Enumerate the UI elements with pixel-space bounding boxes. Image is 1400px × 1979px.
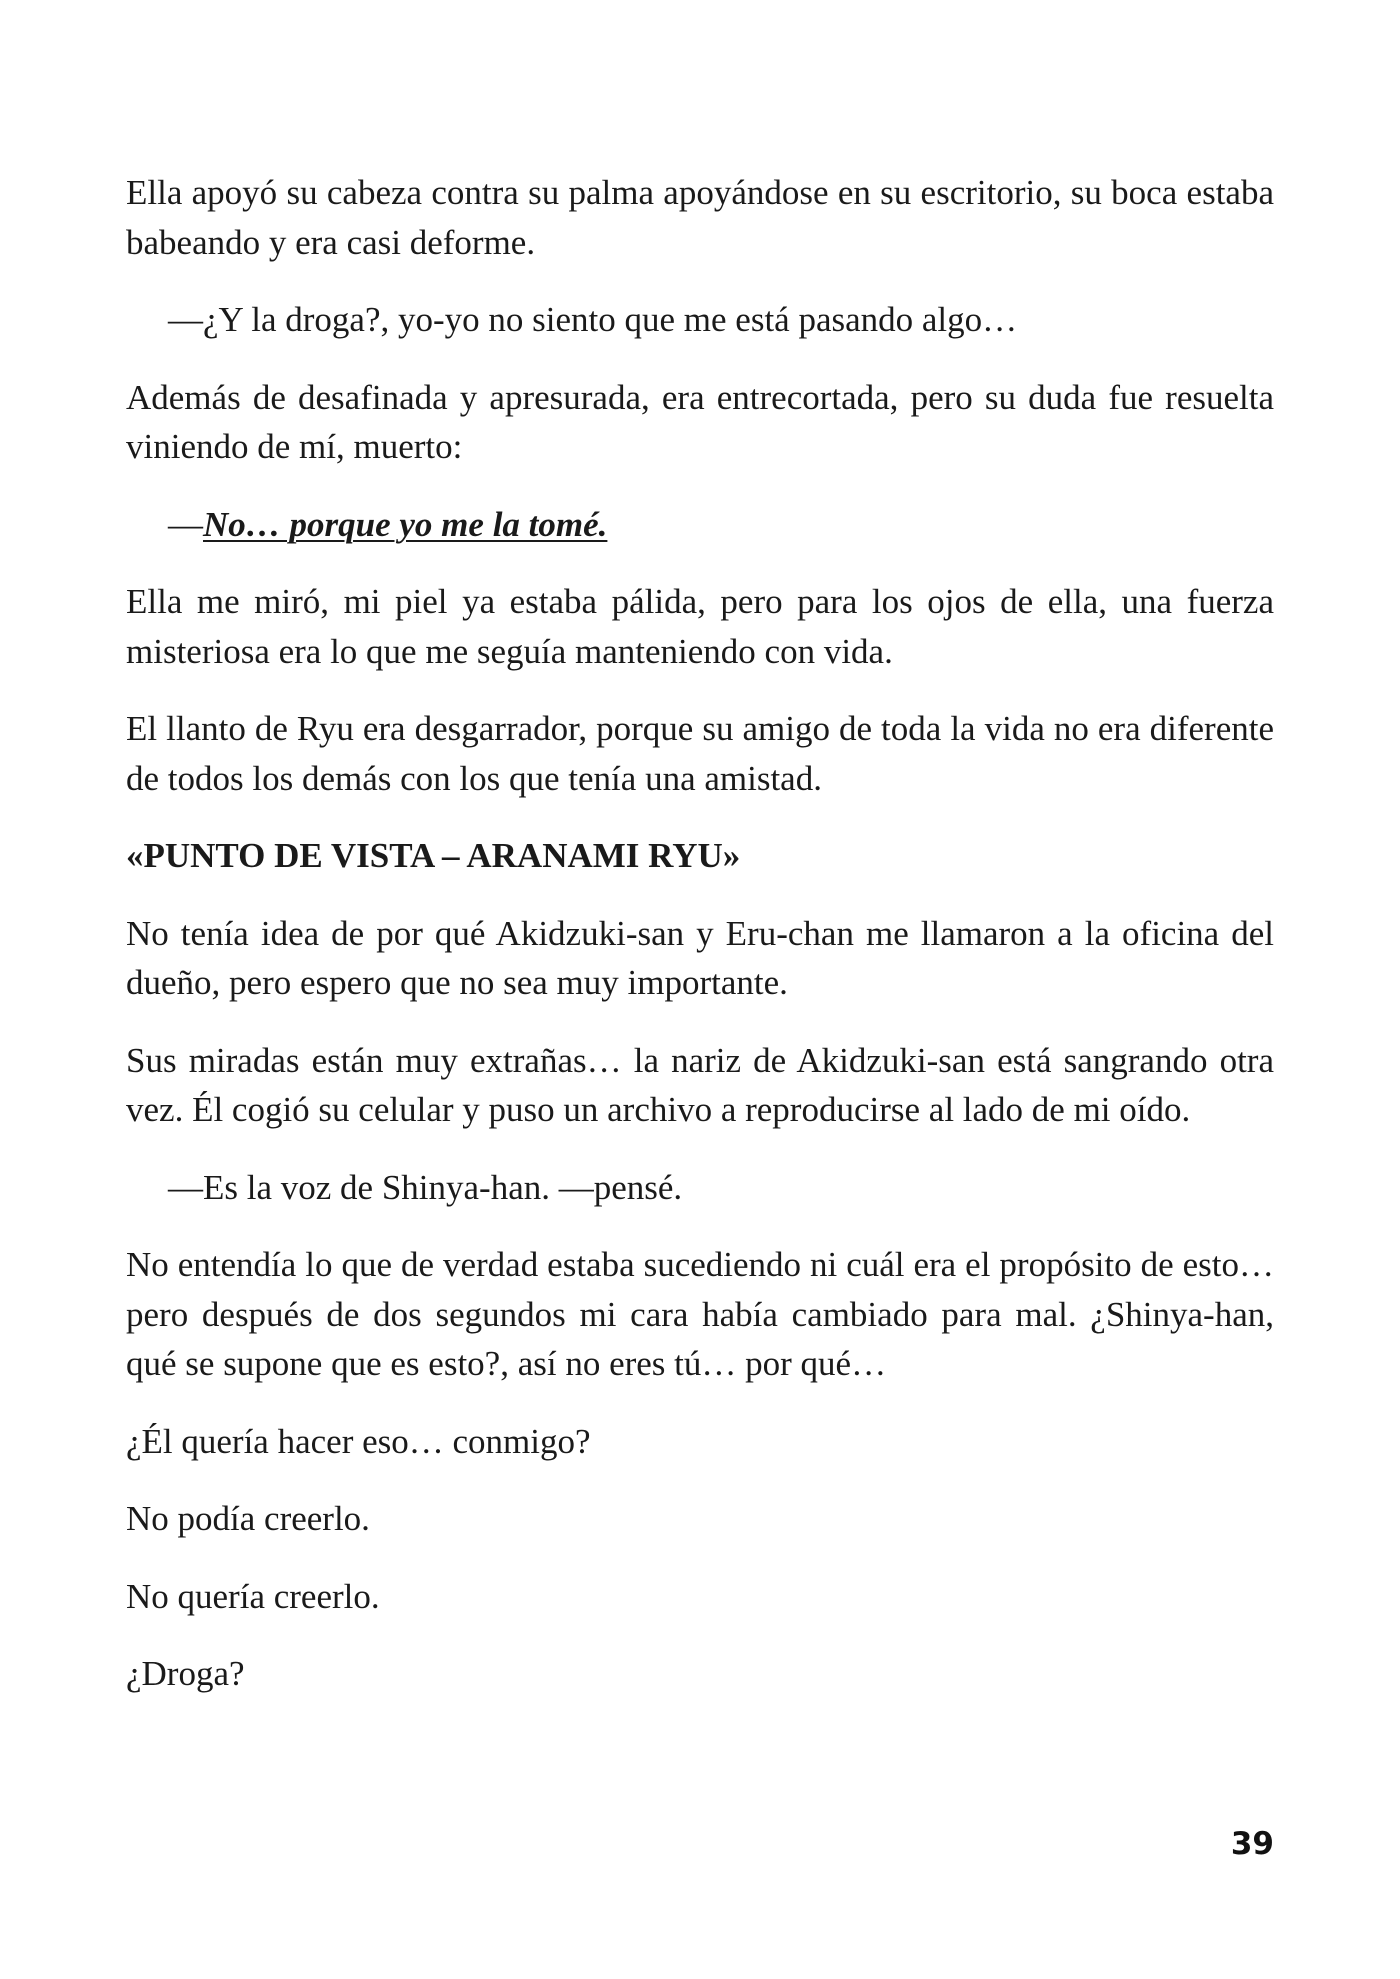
paragraph: Ella apoyó su cabeza contra su palma apoyándose en su escritorio, su boca estaba babeando y era casi deforme. bbox=[126, 173, 1274, 262]
paragraph: No podía creerlo. bbox=[126, 1499, 370, 1538]
section-heading: «PUNTO DE VISTA – ARANAMI RYU» bbox=[126, 836, 741, 875]
paragraph: Sus miradas están muy extrañas… la nariz de Akidzuki-san está sangrando otra vez. Él cogió su celular y puso un archivo a reproducirse al lado de mi oído. bbox=[126, 1040, 1274, 1129]
page-body bbox=[126, 168, 1274, 1727]
paragraph: Ella me miró, mi piel ya estaba pálida, pero para los ojos de ella, una fuerza misteriosa era lo que me seguía manteniendo con vida. bbox=[126, 582, 1274, 671]
paragraph: No tenía idea de por qué Akidzuki-san y Eru-chan me llamaron a la oficina del dueño, pero espero que no sea muy importante. bbox=[126, 913, 1274, 1002]
emphasized-dialogue-text: No… porque yo me la tomé. bbox=[203, 504, 608, 544]
paragraph: No quería creerlo. bbox=[126, 1576, 380, 1616]
dialogue-line bbox=[126, 295, 1274, 345]
em-dash: — bbox=[168, 504, 203, 544]
paragraph: ¿Droga? bbox=[126, 1654, 245, 1693]
em-dash: — bbox=[168, 300, 203, 339]
paragraph: Además de desafinada y apresurada, era entrecortada, pero su duda fue resuelta viniendo de mí, muerto: bbox=[126, 377, 1274, 466]
paragraph: No entendía lo que de verdad estaba sucediendo ni cuál era el propósito de esto… pero después de dos segundos mi cara había cambiado para mal. ¿Shinya-han, qué se supone que es esto?, así no eres tú… por qué… bbox=[126, 1245, 1274, 1383]
paragraph: El llanto de Ryu era desgarrador, porque su amigo de toda la vida no era diferente de todos los demás con los que tenía una amistad. bbox=[126, 709, 1274, 798]
dialogue-line-emphasized bbox=[126, 500, 1274, 550]
page-number: 39 bbox=[1230, 1826, 1274, 1862]
paragraph: ¿Él quería hacer eso… conmigo? bbox=[126, 1421, 591, 1461]
dialogue-text: ¿Y la droga?, yo-yo no siento que me está pasando algo… bbox=[203, 300, 1018, 339]
dialogue-line: —Es la voz de Shinya-han. —pensé. bbox=[168, 1167, 683, 1207]
